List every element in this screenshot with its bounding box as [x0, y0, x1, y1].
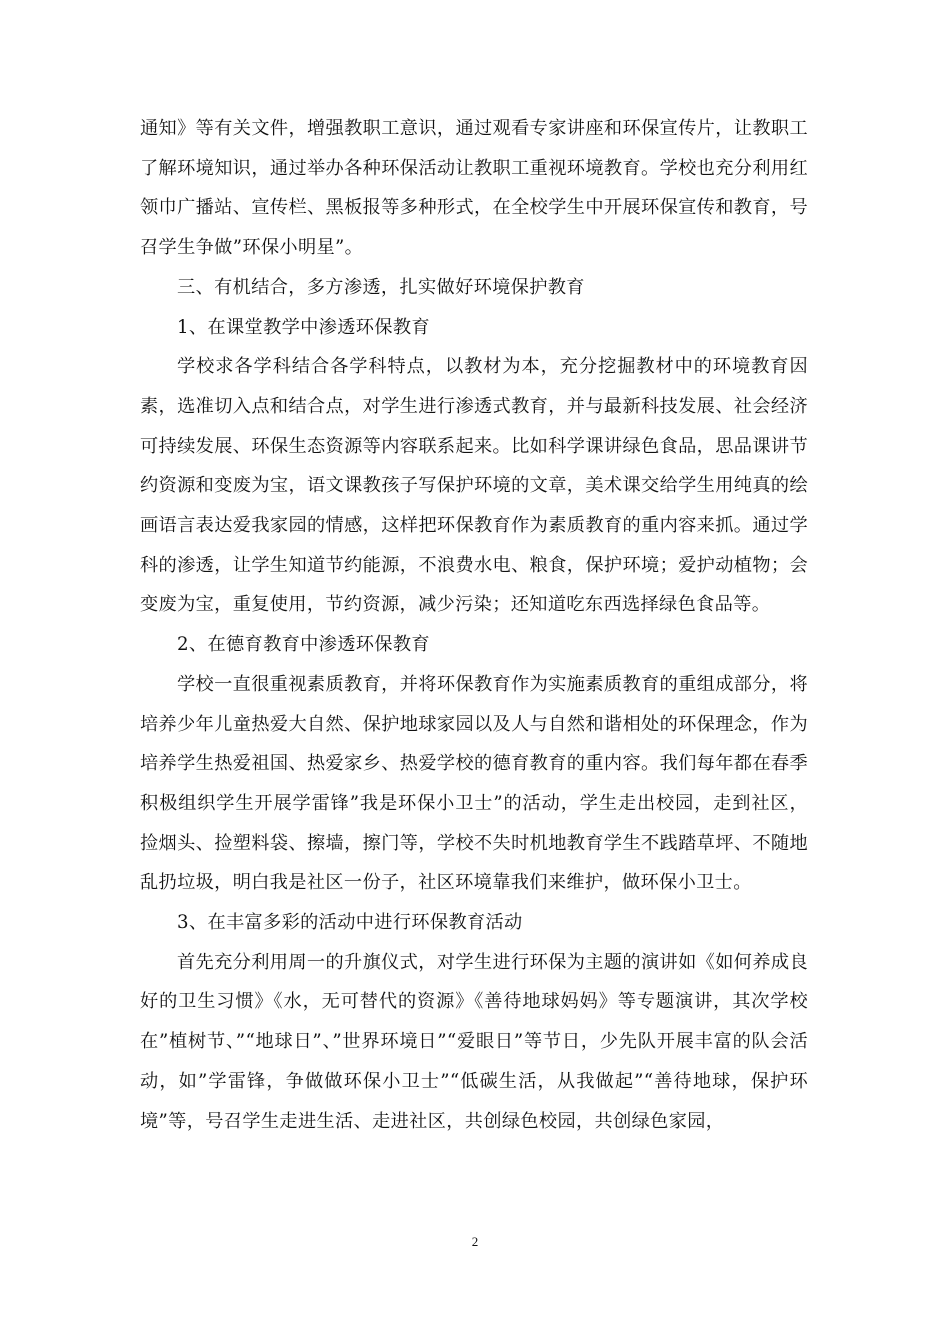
paragraph-4: 首先充分利用周一的升旗仪式，对学生进行环保为主题的演讲如《如何养成良好的卫生习惯》《水，无可替代的资源》《善待地球妈妈》等专题演讲，其次学校在”植树节、”“地球日”、”世界环境日”“爱眼日”等节日，少先队开展丰富的队会活动，如”学雷锋，争做做环保小卫士”“低碳生活，从我做起”“善待地球，保护环境”等，号召学生走进生活、走进社区，共创绿色校园，共创绿色家园，	[140, 951, 808, 1132]
subheading-2: 2、在德育教育中渗透环保教育	[177, 634, 430, 656]
paragraph-1: 通知》等有关文件，增强教职工意识，通过观看专家讲座和环保宣传片，让教职工了解环境知识，通过举办各种环保活动让教职工重视环境教育。学校也充分利用红领巾广播站、宣传栏、黑板报等多种形式，在全校学生中开展环保宣传和教育，号召学生争做”环保小明星”。	[140, 118, 808, 259]
page-number: 2	[471, 1234, 479, 1249]
document-body	[140, 109, 808, 1141]
section-heading-3: 三、有机结合，多方渗透，扎实做好环境保护教育	[177, 276, 585, 298]
paragraph-2: 学校求各学科结合各学科特点，以教材为本，充分挖掘教材中的环境教育因素，选准切入点和结合点，对学生进行渗透式教育，并与最新科技发展、社会经济可持续发展、环保生态资源等内容联系起来。比如科学课讲绿色食品，思品课讲节约资源和变废为宝，语文课教孩子写保护环境的文章，美术课交给学生用纯真的绘画语言表达爱我家园的情感，这样把环保教育作为素质教育的重内容来抓。通过学科的渗透，让学生知道节约能源，不浪费水电、粮食，保护环境；爱护动植物；会变废为宝，重复使用，节约资源，减少污染；还知道吃东西选择绿色食品等。	[140, 356, 808, 616]
subheading-3: 3、在丰富多彩的活动中进行环保教育活动	[177, 912, 523, 934]
subheading-1: 1、在课堂教学中渗透环保教育	[177, 316, 430, 338]
paragraph-3: 学校一直很重视素质教育，并将环保教育作为实施素质教育的重组成部分，将培养少年儿童热爱大自然、保护地球家园以及人与自然和谐相处的环保理念，作为培养学生热爱祖国、热爱家乡、热爱学校的德育教育的重内容。我们每年都在春季积极组织学生开展学雷锋”我是环保小卫士”的活动，学生走出校园，走到社区，捡烟头、捡塑料袋、擦墙，擦门等，学校不失时机地教育学生不践踏草坪、不随地乱扔垃圾，明白我是社区一份子，社区环境靠我们来维护，做环保小卫士。	[140, 673, 808, 894]
